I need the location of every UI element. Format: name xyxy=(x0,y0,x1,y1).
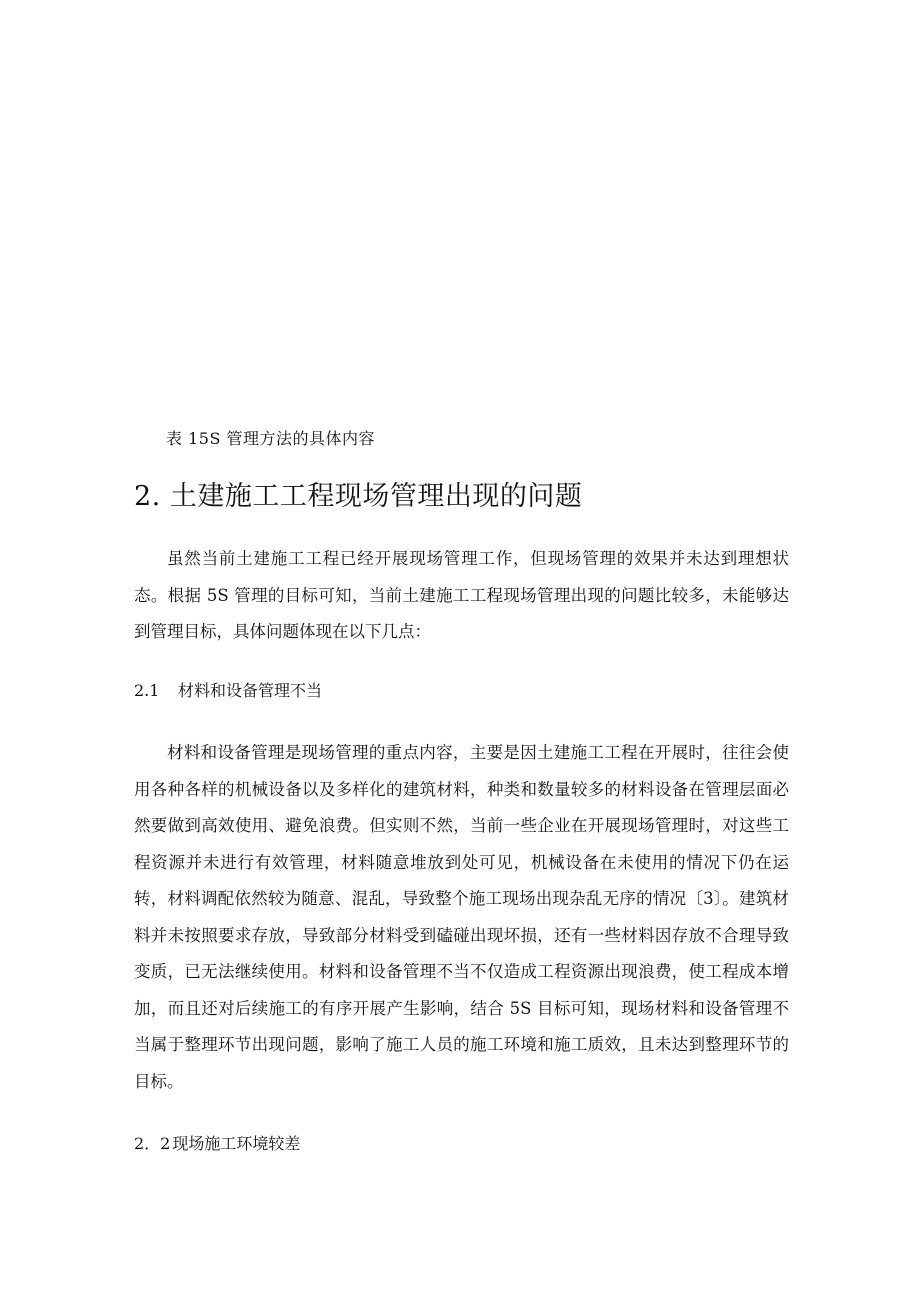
table-caption: 表 15S 管理方法的具体内容 xyxy=(166,429,375,448)
subsection-paragraph: 材料和设备管理是现场管理的重点内容，主要是因土建施工工程在开展时，往往会使用各种各样的机械设备以及多样化的建筑材料，种类和数量较多的材料设备在管理层面必然要做到高效使用、避免浪费。但实则不然，当前一些企业在开展现场管理时，对这些工程资源并未进行有效管理，材料随意堆放到处可见，机械设备在未使用的情况下仍在运转，材料调配依然较为随意、混乱，导致整个施工现场出现杂乱无序的情况〔3〕。建筑材料并未按照要求存放，导致部分材料受到磕碰出现坏损，还有一些材料因存放不合理导致变质，已无法继续使用。材料和设备管理不当不仅造成工程资源出现浪费，使工程成本增加，而且还对后续施工的有序开展产生影响，结合 5S 目标可知，现场材料和设备管理不当属于整理环节出现问题，影响了施工人员的施工环境和施工质效，且未达到整理环节的目标。 xyxy=(134,743,789,1091)
subsection-heading-2-2 xyxy=(134,1133,300,1155)
subsection-heading-2-1 xyxy=(134,680,322,702)
subsection-number: 2.1 xyxy=(134,681,160,700)
subsection-title: 材料和设备管理不当 xyxy=(178,681,323,700)
intro-paragraph: 虽然当前土建施工工程已经开展现场管理工作，但现场管理的效果并未达到理想状态。根据 5S 管理的目标可知，当前土建施工工程现场管理出现的问题比较多，未能够达到管理目标，具体问题体现在以下几点： xyxy=(134,549,789,641)
subsection-number: 2．2 xyxy=(134,1134,171,1153)
section-title: 2. 土建施工工程现场管理出现的问题 xyxy=(134,481,583,512)
subsection-title: 现场施工环境较差 xyxy=(172,1134,301,1153)
